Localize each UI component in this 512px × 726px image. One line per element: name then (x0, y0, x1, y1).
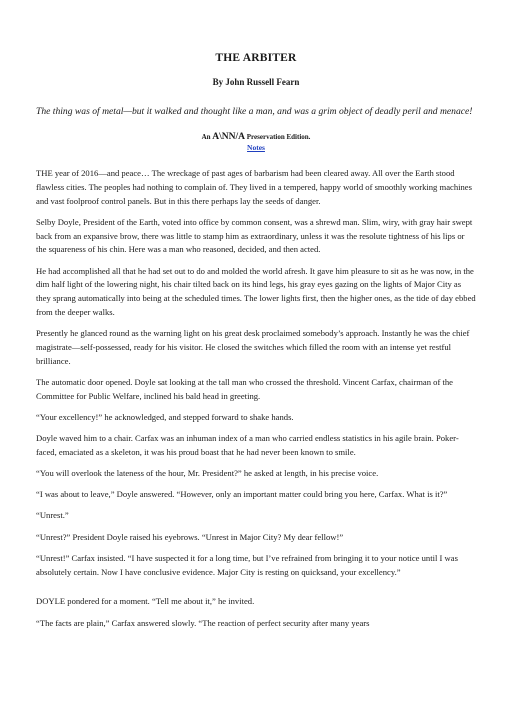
paragraph: Selby Doyle, President of the Earth, voted into office by common consent, was a shrewd man. Slim, wiry, with gray hair swept back from an expansive brow, there was little to stamp him as extraordinary, unless it was the resolute tightness of his lips or the squareness of his chin. Here was a man who reasoned, decided, and then acted. (36, 216, 473, 255)
paragraph: “Your excellency!” he acknowledged, and stepped forward to shake hands. (36, 411, 294, 422)
notes-link[interactable]: Notes (247, 143, 265, 152)
edition-prefix: An (201, 133, 211, 141)
publisher-logo-text: A\NN/A (212, 132, 246, 142)
paragraph: “The facts are plain,” Carfax answered slowly. “The reaction of perfect security after many years (36, 617, 370, 628)
paragraph: The automatic door opened. Doyle sat looking at the tall man who crossed the threshold. Vincent Carfax, chairman of the Committee for Public Welfare, inclined his bald head in greeting. (36, 376, 453, 401)
story-tagline: The thing was of metal—but it walked and thought like a man, and was a grim object of deadly peril and menace! (36, 106, 473, 117)
paragraph: “You will overlook the lateness of the hour, Mr. President?” he asked at length, in his precise voice. (36, 468, 379, 479)
paragraph: He had accomplished all that he had set out to do and molded the world afresh. It gave him pleasure to sit as he was now, in the dim half light of the lowering night, his chair tilted back on its hind legs, his gray eyes gazing on the lights of Major City as they sprang automatically into being at the scheduled times. The lower lights first, then the higher ones, as the tide of day ebbed from the deeper walks. (36, 265, 476, 317)
edition-suffix: Preservation Edition. (246, 133, 311, 141)
author-byline: By John Russell Fearn (212, 77, 300, 87)
edition-line (36, 132, 476, 143)
story-title: THE ARBITER (215, 52, 297, 64)
paragraph: DOYLE pondered for a moment. “Tell me about it,” he invited. (36, 596, 255, 607)
paragraph: THE year of 2016—and peace… The wreckage of past ages of barbarism had been cleared away. All over the Earth stood flawless cities. The peoples had nothing to complain of. They lived in a tempered, happy world of smoothly working machines and vast foolproof control panels. But in this there perhaps lay the seeds of danger. (36, 168, 472, 206)
paragraph: “Unrest.” (36, 510, 69, 521)
notes-line (36, 143, 476, 153)
paragraph: Presently he glanced round as the warning light on his great desk proclaimed somebody’s approach. Instantly he was the chief magistrate—self-possessed, ready for his visitor. He closed the switches which filled the room with an intense yet restful brilliance. (36, 328, 470, 366)
paragraph: “Unrest!” Carfax insisted. “I have suspected it for a long time, but I’ve refrained from bringing it to your notice until I was absolutely certain. Now I have conclusive evidence. Major City is resting on quicksand, your excellency.” (36, 552, 458, 577)
paragraph: “I was about to leave,” Doyle answered. “However, only an important matter could bring you here, Carfax. What is it?” (36, 489, 448, 500)
paragraph: “Unrest?” President Doyle raised his eyebrows. “Unrest in Major City? My dear fellow!” (36, 531, 344, 542)
paragraph: Doyle waved him to a chair. Carfax was an inhuman index of a man who carried endless statistics in his agile brain. Poker-faced, emaciated as a skeleton, it was his proud boast that he had never been known to smile. (36, 433, 459, 457)
story-body (36, 167, 476, 630)
